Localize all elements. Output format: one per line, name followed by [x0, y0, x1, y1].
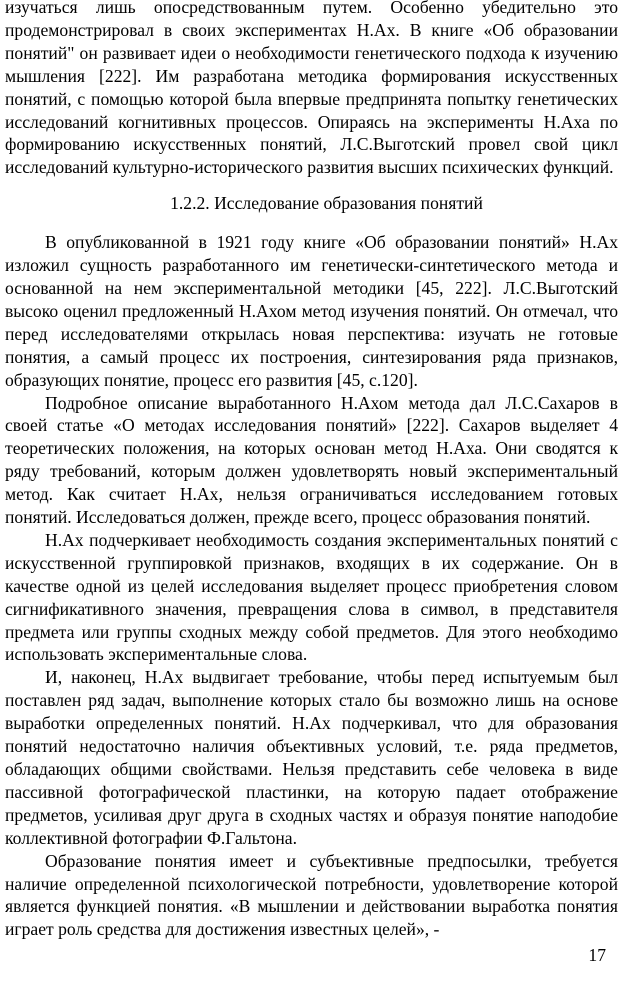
paragraph: Н.Ах подчеркивает необходимость создания экспериментальных понятий с искусственной группировкой признаков, входящих в их содержание. Он в качестве одной из целей исследования выделяет процесс приобретения словом сигнификативного значения, превращения слова в символ, в представителя предмета или группы сходных между собой предметов. Для этого необходимо использовать экспериментальные слова. — [5, 529, 618, 665]
section-heading: 1.2.2. Исследование образования понятий — [170, 193, 483, 214]
paragraph-continuation: изучаться лишь опосредствованным путем. Особенно убедительно это продемонстрировал в своих экспериментах Н.Ах. В книге «Об образовании понятий" он развивает идеи о необходимости генетического подхода к изучению мышления [222]. Им разработана методика формирования искусственных понятий, с помощью которой была впервые предпринята попытку генетических исследований когнитивных процессов. Опираясь на эксперименты Н.Аха по формированию искусственных понятий, Л.С.Выготский провел свой цикл исследований культурно-исторического развития высших психических функций. — [5, 0, 618, 178]
page-number: 17 — [588, 945, 606, 965]
paragraph: И, наконец, Н.Ах выдвигает требование, чтобы перед испытуемым был поставлен ряд задач, выполнение которых стало бы возможно лишь на основе выработки определенных понятий. Н.Ах подчеркивал, что для образования понятий недостаточно наличия объективных условий, т.е. ряда предметов, обладающих общими свойствами. Нельзя представить себе человека в виде пассивной фотографической пластинки, на которую падает отображение предметов, усиливая друг друга в сходных частях и образуя понятие наподобие коллективной фотографии Ф.Гальтона. — [5, 667, 618, 848]
text-body — [5, 0, 618, 941]
paragraph: Подробное описание выработанного Н.Ахом метода дал Л.С.Сахаров в своей статье «О методах исследования понятий» [222]. Сахаров выделяет 4 теоретических положения, на которых основан метод Н.Аха. Они сводятся к ряду требований, которым должен удовлетворять новый экспериментальный метод. Как считает Н.Ах, нельзя ограничиваться исследованием готовых понятий. Исследоваться должен, прежде всего, процесс образования понятий. — [5, 392, 618, 528]
paragraph: Образование понятия имеет и субъективные предпосылки, требуется наличие определенной психологической потребности, удовлетворение которой является функцией понятия. «В мышлении и действовании выработка понятия играет роль средства для достижения известных целей», - — [5, 850, 618, 940]
paragraph: В опубликованной в 1921 году книге «Об образовании понятий» Н.Ах изложил сущность разработанного им генетически-синтетического метода и основанной на нем экспериментальной методики [45, 222]. Л.С.Выготский высоко оценил предложенный Н.Ахом метод изучения понятий. Он отмечал, что перед исследователями открылась новая перспектива: изучать не готовые понятия, а самый процесс их построения, синтезирования ряда признаков, образующих понятие, процесс его развития [45, с.120]. — [5, 232, 618, 390]
